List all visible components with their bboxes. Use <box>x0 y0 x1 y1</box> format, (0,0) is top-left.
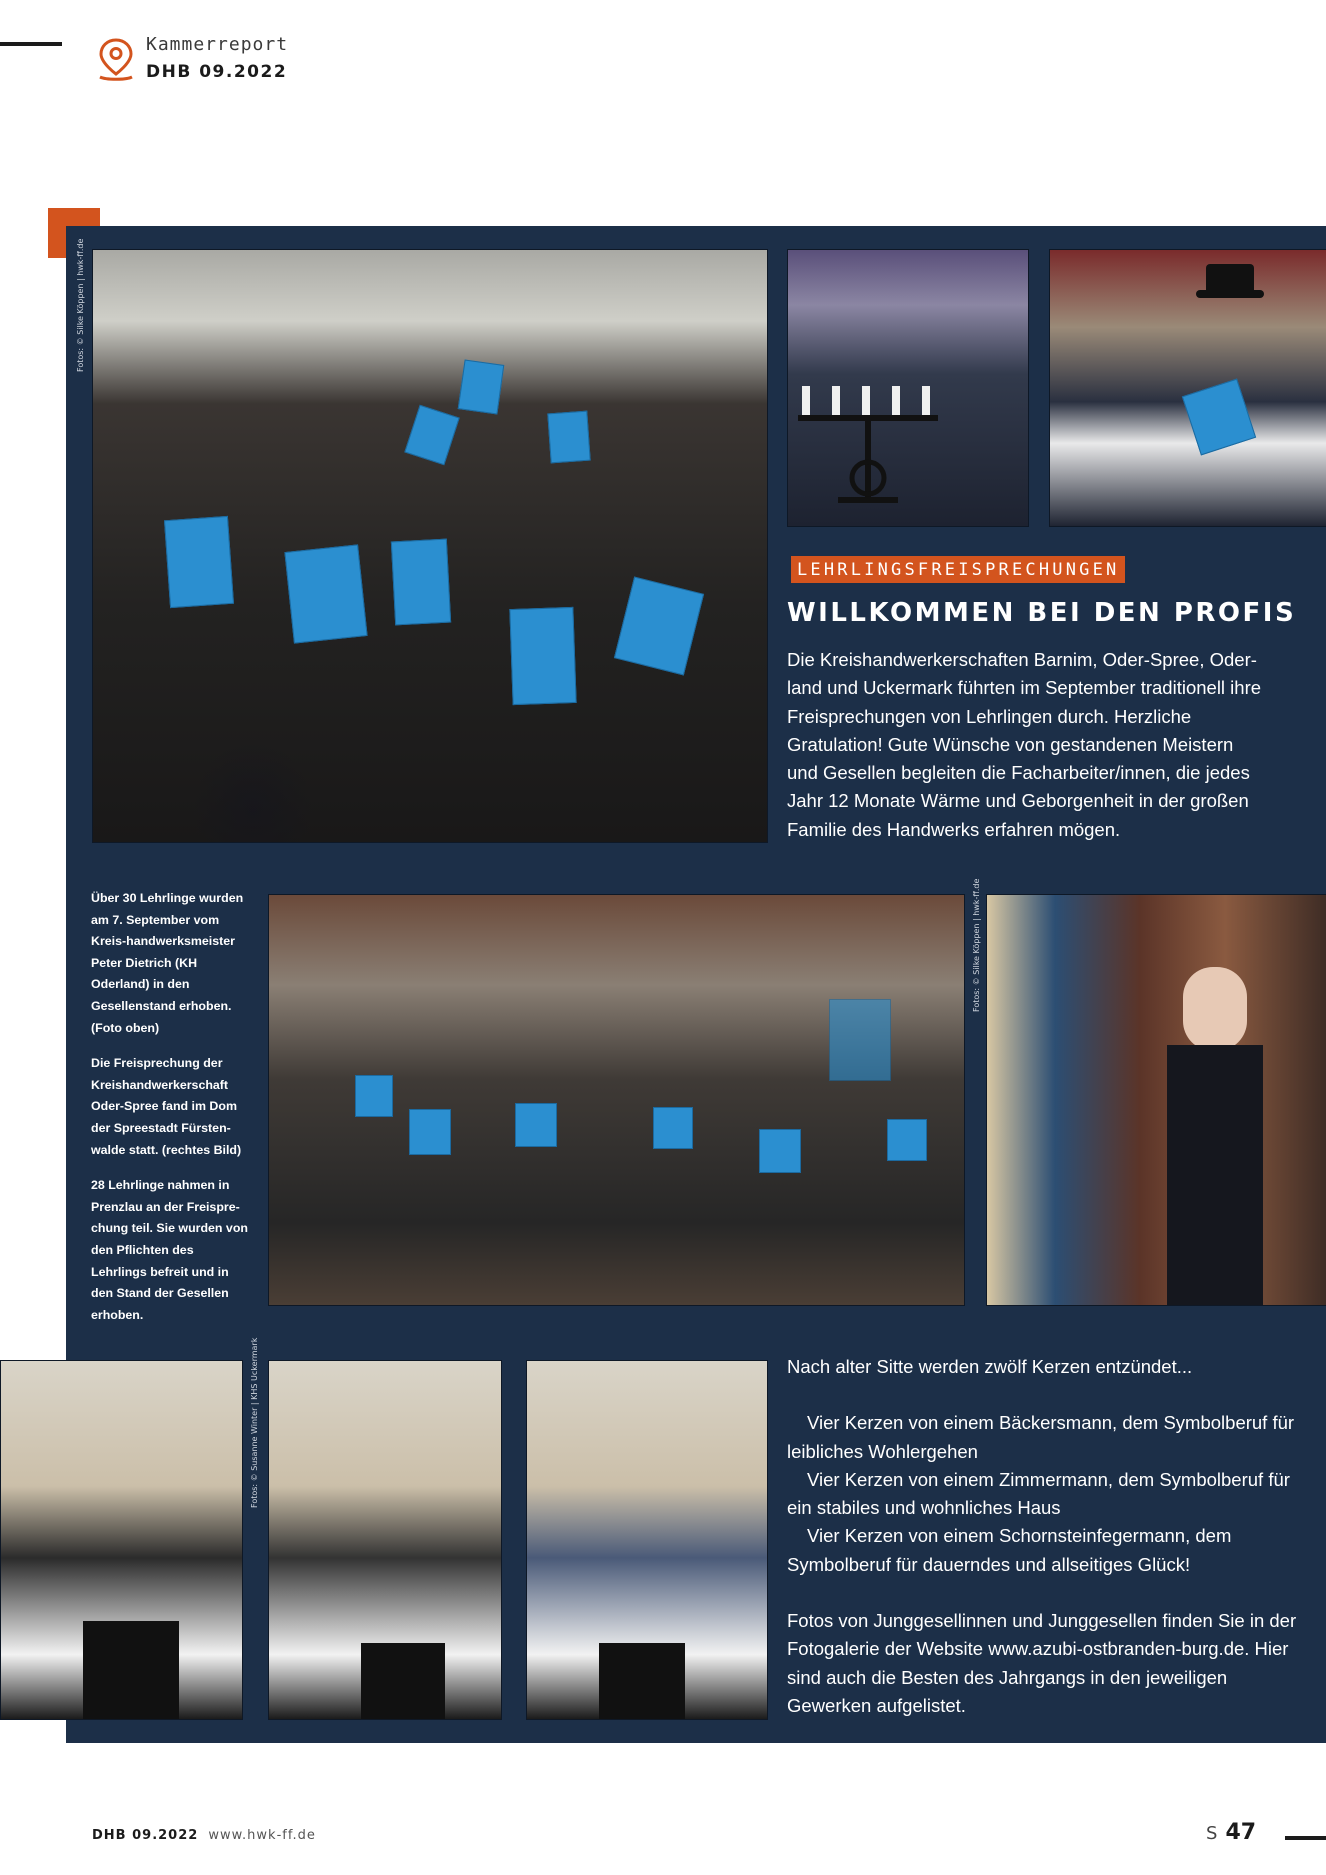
candelabrum-icon <box>788 250 1028 526</box>
candle-item-chimney-sweep: Vier Kerzen von einem Schornsteinfegermann, dem Symbolberuf für dauerndes und allseitiges Glück! <box>787 1525 1232 1575</box>
candle-list <box>787 1409 1307 1579</box>
certificate-folder <box>614 577 704 676</box>
photo-speaker-woman <box>986 894 1326 1306</box>
photo-captions <box>91 888 251 1340</box>
photo-credit: Fotos: © Silke Köppen | hwk-ff.de <box>972 878 981 1012</box>
certificate-folder <box>409 1109 451 1155</box>
lectern <box>599 1643 685 1719</box>
certificate-folder <box>164 516 234 608</box>
candle-item-baker: Vier Kerzen von einem Bäckersmann, dem Symbolberuf für leibliches Wohlergehen <box>787 1412 1295 1462</box>
speaker-suit <box>1167 1045 1263 1305</box>
lectern <box>83 1621 179 1719</box>
body-intro: Nach alter Sitte werden zwölf Kerzen entzündet... <box>787 1356 1193 1377</box>
photo-speaker-1 <box>0 1360 243 1720</box>
certificate-folder <box>391 539 451 626</box>
photo-group-cathedral <box>268 894 965 1306</box>
caption-1: Über 30 Lehrlinge wurden am 7. September vom Kreis-handwerksmeister Peter Dietrich (KH Oderland) in den Gesellenstand erhoben. (Foto oben) <box>91 891 244 1035</box>
issue-label: DHB 09.2022 <box>146 62 288 82</box>
certificate-folder <box>284 544 367 643</box>
page-prefix: S <box>1206 1823 1218 1844</box>
photo-handshake <box>1049 249 1326 527</box>
certificate-folder <box>759 1129 801 1173</box>
footer-url[interactable]: www.hwk-ff.de <box>208 1828 316 1843</box>
photo-master-candles <box>787 249 1029 527</box>
header-rule <box>0 42 62 46</box>
footer-rule <box>1285 1836 1326 1840</box>
photo-speaker-3 <box>526 1360 768 1720</box>
certificate-folder <box>404 405 459 466</box>
certificate-folder <box>458 359 505 414</box>
certificate-folder <box>509 607 576 705</box>
certificate-folder <box>515 1103 557 1147</box>
body-outro: Fotos von Junggesellinnen und Junggesellen finden Sie in der Fotogalerie der Website www.azubi-ostbranden-burg.de. Hier sind auch die Besten des Jahrgangs in den jeweiligen Gewerken aufgelistet. <box>787 1610 1297 1716</box>
certificate-folder <box>355 1075 393 1117</box>
section-title: Kammerreport <box>146 34 289 55</box>
page-number <box>1206 1820 1256 1845</box>
candle-item-carpenter: Vier Kerzen von einem Zimmermann, dem Symbolberuf für ein stabiles und wohnliches Haus <box>787 1468 1290 1519</box>
article-lead: Die Kreishandwerkerschaften Barnim, Oder-Spree, Oder-land und Uckermark führten im September traditionell ihre Freisprechungen von Lehrlingen durch. Herzliche Gratulation! Gute Wünsche von gestandenen Meistern und Gesellen begleiten die Facharbeiter/innen, die jedes Jahr 12 Monate Wärme und Geborgenheit in der großen Familie des Handwerks erfahren mögen. <box>787 649 1262 840</box>
location-pin-icon <box>96 36 136 82</box>
article-kicker: LEHRLINGSFREISPRECHUNGEN <box>791 556 1125 583</box>
lectern <box>361 1643 445 1719</box>
certificate-folder <box>653 1107 693 1149</box>
top-hat-brim <box>1196 290 1264 298</box>
photo-credit: Fotos: © Susanne Winter | KHS Uckermark <box>250 1337 259 1508</box>
certificate-folder <box>547 411 590 464</box>
banner <box>829 999 891 1081</box>
caption-3: 28 Lehrlinge nahmen in Prenzlau an der Freispre-chung teil. Sie wurden von den Pflichten des Lehrlings befreit und in den Stand der Gesellen erhoben. <box>91 1178 248 1322</box>
page-number-value: 47 <box>1225 1820 1257 1845</box>
article-body <box>787 1353 1307 1748</box>
photo-credit: Fotos: © Silke Köppen | hwk-ff.de <box>76 238 85 372</box>
speaker-face <box>1183 967 1247 1051</box>
footer-issue: DHB 09.2022 <box>92 1828 199 1843</box>
article-headline: WILLKOMMEN BEI DEN PROFIS <box>787 598 1297 628</box>
certificate-folder <box>1182 379 1256 456</box>
photo-speaker-2 <box>268 1360 502 1720</box>
caption-2: Die Freisprechung der Kreishandwerkerschaft Oder-Spree fand im Dom der Spreestadt Fürsten-walde statt. (rechtes Bild) <box>91 1056 242 1157</box>
photo-group-apprentices <box>92 249 768 843</box>
certificate-folder <box>887 1119 927 1161</box>
footer-left <box>92 1828 316 1843</box>
